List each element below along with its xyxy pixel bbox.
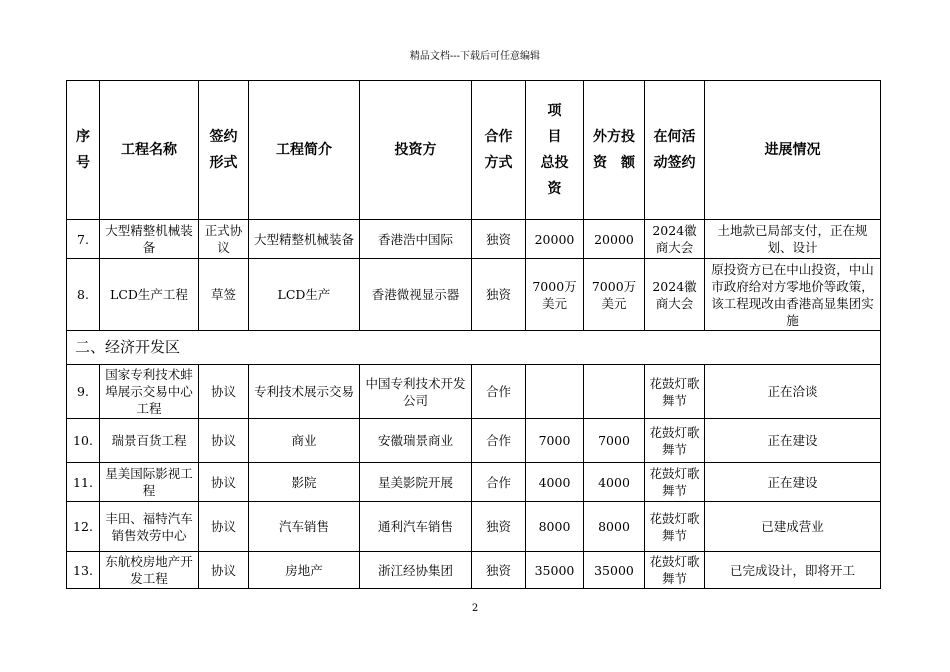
table-row [67, 463, 881, 502]
cell-sign-form: 协议 [199, 502, 249, 552]
cell-brief: 影院 [249, 463, 360, 502]
cell-brief: 房地产 [249, 552, 360, 589]
cell-total [526, 365, 584, 419]
cell-event: 花鼓灯歌舞节 [645, 365, 705, 419]
col-header-coop: 合作 方式 [472, 81, 526, 220]
cell-investor: 浙江经协集团 [360, 552, 472, 589]
cell-progress: 土地款已局部支付，正在规划、设计 [705, 220, 881, 259]
cell-foreign: 8000 [584, 502, 645, 552]
cell-name: 东航校房地产开发工程 [100, 552, 199, 589]
cell-name: 星美国际影视工程 [100, 463, 199, 502]
cell-no: 7. [67, 220, 100, 259]
cell-coop: 独资 [472, 502, 526, 552]
cell-name: 国家专利技术蚌埠展示交易中心工程 [100, 365, 199, 419]
cell-sign-form: 协议 [199, 365, 249, 419]
cell-name: LCD生产工程 [100, 259, 199, 331]
project-table [66, 80, 881, 589]
cell-sign-form: 协议 [199, 552, 249, 589]
cell-event: 2024徽商大会 [645, 259, 705, 331]
cell-brief: 大型精整机械装备 [249, 220, 360, 259]
page-number: 2 [471, 603, 479, 614]
cell-total: 7000 [526, 419, 584, 463]
cell-progress: 已完成设计，即将开工 [705, 552, 881, 589]
cell-no: 9. [67, 365, 100, 419]
section-title: 二、经济开发区 [67, 331, 881, 365]
cell-foreign: 20000 [584, 220, 645, 259]
cell-name: 大型精整机械装备 [100, 220, 199, 259]
cell-sign-form: 草签 [199, 259, 249, 331]
cell-investor: 通利汽车销售 [360, 502, 472, 552]
table-row [67, 259, 881, 331]
cell-coop: 合作 [472, 419, 526, 463]
cell-no: 10. [67, 419, 100, 463]
table-row [67, 419, 881, 463]
cell-foreign: 7000万美元 [584, 259, 645, 331]
col-header-total: 项 目 总投 资 [526, 81, 584, 220]
cell-no: 8. [67, 259, 100, 331]
cell-foreign: 35000 [584, 552, 645, 589]
col-header-name: 工程名称 [100, 81, 199, 220]
cell-brief: 汽车销售 [249, 502, 360, 552]
cell-event: 2024徽商大会 [645, 220, 705, 259]
cell-total: 20000 [526, 220, 584, 259]
col-header-no: 序 号 [67, 81, 100, 220]
cell-sign-form: 正式协议 [199, 220, 249, 259]
col-header-investor: 投资方 [360, 81, 472, 220]
col-header-progress: 进展情况 [705, 81, 881, 220]
cell-progress: 正在建设 [705, 419, 881, 463]
cell-total: 35000 [526, 552, 584, 589]
cell-coop: 合作 [472, 365, 526, 419]
cell-progress: 正在洽谈 [705, 365, 881, 419]
cell-coop: 合作 [472, 463, 526, 502]
cell-total: 7000万美元 [526, 259, 584, 331]
cell-total: 8000 [526, 502, 584, 552]
section-row [67, 331, 881, 365]
cell-brief: LCD生产 [249, 259, 360, 331]
cell-progress: 正在建设 [705, 463, 881, 502]
cell-coop: 独资 [472, 259, 526, 331]
cell-sign-form: 协议 [199, 419, 249, 463]
cell-foreign [584, 365, 645, 419]
cell-name: 丰田、福特汽车销售效劳中心 [100, 502, 199, 552]
col-header-brief: 工程简介 [249, 81, 360, 220]
cell-sign-form: 协议 [199, 463, 249, 502]
col-header-event: 在何活 动签约 [645, 81, 705, 220]
col-header-foreign: 外方投 资 额 [584, 81, 645, 220]
cell-progress: 已建成营业 [705, 502, 881, 552]
cell-coop: 独资 [472, 552, 526, 589]
cell-coop: 独资 [472, 220, 526, 259]
table-row [67, 220, 881, 259]
cell-name: 瑞景百货工程 [100, 419, 199, 463]
cell-brief: 专利技术展示交易 [249, 365, 360, 419]
cell-investor: 安徽瑞景商业 [360, 419, 472, 463]
cell-investor: 香港微视显示器 [360, 259, 472, 331]
table-row [67, 502, 881, 552]
cell-investor: 香港浩中国际 [360, 220, 472, 259]
cell-total: 4000 [526, 463, 584, 502]
table-row [67, 552, 881, 589]
cell-event: 花鼓灯歌舞节 [645, 419, 705, 463]
cell-no: 11. [67, 463, 100, 502]
cell-investor: 中国专利技术开发公司 [360, 365, 472, 419]
cell-brief: 商业 [249, 419, 360, 463]
cell-investor: 星美影院开展 [360, 463, 472, 502]
cell-event: 花鼓灯歌舞节 [645, 463, 705, 502]
cell-foreign: 4000 [584, 463, 645, 502]
table-row [67, 365, 881, 419]
cell-progress: 原投资方已在中山投资，中山市政府给对方零地价等政策，该工程现改由香港高显集团实施 [705, 259, 881, 331]
cell-no: 12. [67, 502, 100, 552]
page-header: 精品文档---下载后可任意编辑 [409, 51, 541, 62]
col-header-sign-form: 签约 形式 [199, 81, 249, 220]
cell-foreign: 7000 [584, 419, 645, 463]
cell-event: 花鼓灯歌舞节 [645, 502, 705, 552]
cell-event: 花鼓灯歌舞节 [645, 552, 705, 589]
cell-no: 13. [67, 552, 100, 589]
table-header-row [67, 81, 881, 220]
